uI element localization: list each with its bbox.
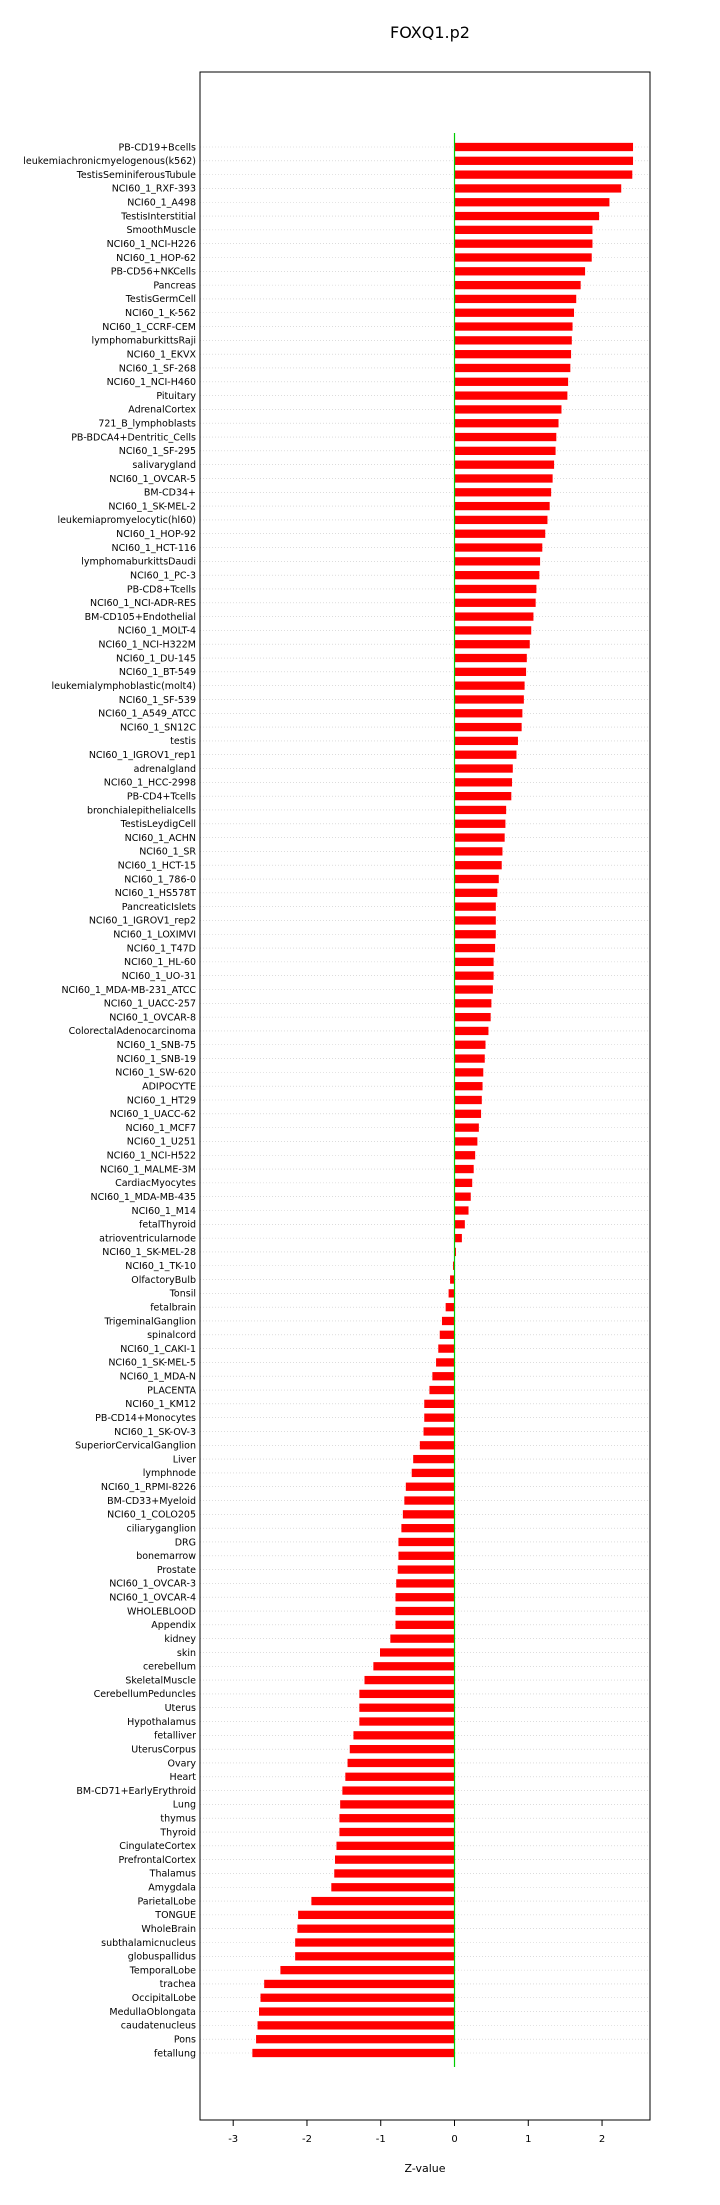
- category-label: NCI60_1_BT-549: [118, 667, 196, 679]
- bar: [455, 433, 557, 441]
- category-label: NCI60_1_SF-268: [118, 363, 196, 375]
- bar: [455, 474, 553, 482]
- bar: [259, 2007, 454, 2015]
- bar: [455, 1054, 485, 1062]
- category-label: Lung: [172, 1799, 196, 1811]
- category-label: NCI60_1_MDA-MB-231_ATCC: [61, 984, 196, 996]
- category-label: NCI60_1_A549_ATCC: [98, 708, 196, 720]
- bar: [455, 1027, 489, 1035]
- bar: [455, 599, 536, 607]
- bar: [295, 1952, 454, 1960]
- bar: [455, 833, 505, 841]
- category-label: NCI60_1_786-0: [124, 874, 196, 886]
- category-label: Pancreas: [153, 280, 196, 292]
- bar: [455, 985, 493, 993]
- bar: [455, 640, 530, 648]
- bar: [455, 240, 593, 248]
- category-label: NCI60_1_NCI-H322M: [98, 639, 196, 651]
- category-label: TemporalLobe: [129, 1965, 196, 1977]
- bar: [339, 1828, 454, 1836]
- bar: [359, 1704, 454, 1712]
- bar: [390, 1635, 454, 1643]
- category-label: WholeBrain: [141, 1923, 196, 1935]
- bar: [455, 778, 513, 786]
- category-label: NCI60_1_MDA-MB-435: [90, 1191, 196, 1203]
- category-label: NCI60_1_OVCAR-8: [109, 1012, 196, 1024]
- category-label: ADIPOCYTE: [142, 1081, 196, 1093]
- category-label: PB-CD56+NKCells: [110, 266, 196, 278]
- bar: [455, 1041, 486, 1049]
- bar: [335, 1855, 455, 1863]
- category-label: NCI60_1_HL-60: [124, 957, 196, 969]
- bar: [398, 1565, 455, 1573]
- category-label: BM-CD105+Endothelial: [84, 611, 196, 623]
- bar: [455, 820, 506, 828]
- category-label: PB-CD8+Tcells: [126, 584, 196, 596]
- bar: [449, 1289, 455, 1297]
- category-label: NCI60_1_IGROV1_rep1: [88, 750, 196, 762]
- category-label: NCI60_1_UO-31: [121, 970, 196, 982]
- bar: [455, 806, 507, 814]
- category-label: TestisSeminiferousTubule: [76, 169, 196, 181]
- category-label: CardiacMyocytes: [115, 1178, 196, 1190]
- bar: [455, 322, 573, 330]
- bar: [455, 157, 634, 165]
- bar: [455, 419, 559, 427]
- bar: [359, 1690, 454, 1698]
- category-label: bronchialepithelialcells: [86, 805, 196, 817]
- bar: [455, 944, 496, 952]
- category-label: NCI60_1_HCC-2998: [103, 777, 196, 789]
- bar: [396, 1579, 454, 1587]
- category-label: Thalamus: [149, 1868, 196, 1880]
- category-label: NCI60_1_SNB-19: [116, 1053, 196, 1065]
- category-label: Thyroid: [160, 1827, 196, 1839]
- category-label: kidney: [164, 1633, 196, 1645]
- bar: [252, 2049, 454, 2057]
- bar: [424, 1427, 455, 1435]
- bar: [412, 1469, 455, 1477]
- x-tick-label: 2: [598, 2134, 606, 2145]
- bar: [404, 1496, 454, 1504]
- category-label: skin: [176, 1647, 196, 1659]
- bar: [450, 1275, 454, 1283]
- category-label: fetalliver: [153, 1730, 196, 1742]
- category-label: Pons: [173, 2034, 196, 2046]
- category-label: MedullaOblongata: [109, 2006, 196, 2018]
- category-label: NCI60_1_DU-145: [115, 653, 196, 665]
- category-label: NCI60_1_T47D: [126, 943, 196, 955]
- category-label: atrioventricularnode: [99, 1233, 196, 1245]
- category-label: SkeletalMuscle: [125, 1675, 196, 1687]
- bar: [455, 502, 550, 510]
- category-label: NCI60_1_SF-539: [118, 694, 196, 706]
- x-tick-label: -2: [301, 2134, 312, 2145]
- category-label: PB-CD19+Bcells: [118, 142, 196, 154]
- category-label: NCI60_1_HOP-92: [116, 529, 196, 541]
- bar: [455, 1165, 474, 1173]
- bar: [455, 668, 527, 676]
- bar: [455, 930, 496, 938]
- bar: [348, 1759, 455, 1767]
- bar: [432, 1372, 454, 1380]
- category-label: NCI60_1_TK-10: [125, 1261, 196, 1273]
- bar: [455, 143, 634, 151]
- bar: [413, 1455, 454, 1463]
- bar: [295, 1938, 454, 1946]
- bar: [334, 1869, 454, 1877]
- category-label: SmoothMuscle: [126, 225, 196, 237]
- category-label: PancreaticIslets: [121, 901, 196, 913]
- bar: [395, 1593, 454, 1601]
- x-tick-label: 0: [451, 2134, 458, 2145]
- category-label: PLACENTA: [147, 1385, 196, 1397]
- category-label: Liver: [172, 1454, 196, 1466]
- bar: [455, 1220, 465, 1228]
- category-label: NCI60_1_SN12C: [119, 722, 196, 734]
- bar: [280, 1966, 454, 1974]
- category-label: CingulateCortex: [119, 1841, 196, 1853]
- bar: [446, 1303, 455, 1311]
- bar: [424, 1414, 454, 1422]
- category-label: Uterus: [164, 1703, 196, 1715]
- bar: [455, 184, 622, 192]
- category-label: lymphomaburkittsRaji: [91, 335, 196, 347]
- bar: [455, 1068, 484, 1076]
- bar: [455, 889, 498, 897]
- category-label: UterusCorpus: [131, 1744, 196, 1756]
- bar: [455, 364, 571, 372]
- category-label: cerebellum: [142, 1661, 196, 1673]
- bar: [455, 958, 494, 966]
- category-label: fetalThyroid: [139, 1219, 196, 1231]
- category-label: NCI60_1_OVCAR-5: [109, 473, 196, 485]
- category-label: bonemarrow: [136, 1551, 196, 1563]
- category-label: globuspallidus: [127, 1951, 196, 1963]
- bar: [455, 916, 496, 924]
- category-label: salivarygland: [132, 459, 196, 471]
- bar: [455, 350, 572, 358]
- bar: [359, 1717, 454, 1725]
- category-label: SuperiorCervicalGanglion: [75, 1440, 196, 1452]
- category-label: NCI60_1_SF-295: [118, 446, 196, 458]
- bar: [455, 295, 577, 303]
- bar: [350, 1745, 455, 1753]
- bar: [455, 405, 562, 413]
- bar: [455, 972, 494, 980]
- category-label: NCI60_1_COLO205: [107, 1509, 196, 1521]
- category-label: 721_B_lymphoblasts: [98, 418, 196, 430]
- bar: [455, 488, 552, 496]
- bar: [455, 530, 546, 538]
- category-label: caudatenucleus: [120, 2020, 196, 2032]
- bar: [455, 682, 525, 690]
- bar: [365, 1676, 455, 1684]
- bar: [256, 2035, 454, 2043]
- bar: [455, 170, 633, 178]
- bar: [455, 626, 532, 634]
- bar: [455, 792, 512, 800]
- plot-frame: [200, 72, 650, 2120]
- bar: [455, 585, 537, 593]
- category-label: BM-CD34+: [143, 487, 196, 499]
- category-label: PrefrontalCortex: [118, 1854, 196, 1866]
- bar: [455, 543, 543, 551]
- bar: [429, 1386, 454, 1394]
- category-label: NCI60_1_OVCAR-3: [109, 1578, 196, 1590]
- category-label: NCI60_1_U251: [126, 1136, 196, 1148]
- category-label: NCI60_1_NCI-ADR-RES: [89, 598, 196, 610]
- bar: [440, 1331, 455, 1339]
- bar: [455, 1123, 479, 1131]
- category-label: OccipitalLobe: [131, 1993, 196, 2005]
- category-label: NCI60_1_RPMI-8226: [100, 1482, 196, 1494]
- bar: [455, 557, 541, 565]
- category-label: NCI60_1_SW-620: [115, 1067, 196, 1079]
- category-label: TestisGermCell: [125, 294, 196, 306]
- category-label: lymphnode: [142, 1468, 196, 1480]
- category-label: NCI60_1_MDA-N: [119, 1371, 196, 1383]
- category-label: NCI60_1_HT29: [126, 1095, 196, 1107]
- x-axis-label: Z-value: [404, 2162, 446, 2175]
- category-label: ParietalLobe: [137, 1896, 196, 1908]
- bar: [455, 391, 568, 399]
- category-label: NCI60_1_K-562: [125, 308, 196, 320]
- category-label: NCI60_1_RXF-393: [111, 183, 196, 195]
- category-label: TONGUE: [155, 1910, 196, 1922]
- category-label: NCI60_1_NCI-H460: [106, 377, 196, 389]
- category-label: Prostate: [156, 1564, 196, 1576]
- category-label: Amygdala: [148, 1882, 196, 1894]
- bar: [455, 875, 499, 883]
- bar: [345, 1773, 454, 1781]
- bar: [339, 1814, 454, 1822]
- bar: [455, 1234, 462, 1242]
- x-tick-label: -3: [228, 2134, 239, 2145]
- category-label: lymphomaburkittsDaudi: [81, 556, 196, 568]
- bar: [403, 1510, 455, 1518]
- bar: [455, 516, 548, 524]
- bar: [258, 2021, 455, 2029]
- bar: [455, 861, 502, 869]
- bar: [455, 571, 540, 579]
- category-label: NCI60_1_IGROV1_rep2: [88, 915, 196, 927]
- bar: [455, 654, 527, 662]
- bar: [442, 1317, 455, 1325]
- category-label: CerebellumPeduncles: [93, 1689, 196, 1701]
- category-label: NCI60_1_SK-OV-3: [114, 1426, 196, 1438]
- bar: [331, 1883, 454, 1891]
- bar: [398, 1552, 454, 1560]
- bar: [336, 1842, 454, 1850]
- category-labels: [23, 142, 196, 2059]
- x-axis-ticks: [228, 2120, 605, 2145]
- bar: [455, 695, 524, 703]
- bar: [455, 1179, 473, 1187]
- category-label: NCI60_1_ACHN: [124, 832, 196, 844]
- category-label: NCI60_1_OVCAR-4: [109, 1592, 196, 1604]
- bar: [455, 612, 534, 620]
- bar: [395, 1621, 454, 1629]
- bar: [424, 1400, 454, 1408]
- category-label: NCI60_1_HCT-116: [111, 542, 196, 554]
- category-label: fetalbrain: [150, 1302, 196, 1314]
- category-label: OlfactoryBulb: [131, 1274, 196, 1286]
- category-label: NCI60_1_HS578T: [114, 888, 196, 900]
- bar: [455, 1082, 483, 1090]
- bar: [455, 226, 593, 234]
- bar: [455, 1206, 469, 1214]
- bar: [455, 999, 492, 1007]
- category-label: leukemiapromyelocytic(hl60): [57, 515, 196, 527]
- category-label: Pituitary: [156, 390, 196, 402]
- category-label: NCI60_1_SK-MEL-2: [108, 501, 196, 513]
- bar: [373, 1662, 454, 1670]
- category-label: PB-CD4+Tcells: [126, 791, 196, 803]
- category-label: NCI60_1_SNB-75: [116, 1040, 196, 1052]
- category-label: NCI60_1_HCT-15: [117, 860, 196, 872]
- bar: [420, 1441, 455, 1449]
- bar: [455, 1151, 476, 1159]
- bar: [455, 212, 600, 220]
- category-label: TrigeminalGanglion: [104, 1316, 196, 1328]
- category-label: AdrenalCortex: [128, 404, 196, 416]
- category-label: spinalcord: [147, 1330, 196, 1342]
- category-label: DRG: [174, 1537, 196, 1549]
- category-label: NCI60_1_SK-MEL-28: [102, 1247, 196, 1259]
- category-label: adrenalgland: [133, 763, 196, 775]
- bar: [438, 1344, 454, 1352]
- category-label: leukemialymphoblastic(molt4): [51, 680, 196, 692]
- bar: [342, 1786, 454, 1794]
- category-label: NCI60_1_NCI-H522: [106, 1150, 196, 1162]
- bar: [353, 1731, 454, 1739]
- category-label: NCI60_1_SK-MEL-5: [108, 1357, 196, 1369]
- bar: [455, 1137, 478, 1145]
- x-tick-label: 1: [525, 2134, 532, 2145]
- bar: [406, 1483, 455, 1491]
- category-label: BM-CD33+Myeloid: [107, 1495, 196, 1507]
- bar: [455, 1096, 482, 1104]
- category-label: Heart: [169, 1772, 196, 1784]
- bar: [401, 1524, 454, 1532]
- category-label: NCI60_1_MOLT-4: [117, 625, 196, 637]
- category-label: NCI60_1_PC-3: [129, 570, 196, 582]
- bar: [455, 309, 575, 317]
- bar: [395, 1607, 454, 1615]
- bar: [455, 764, 513, 772]
- category-label: PB-CD14+Monocytes: [95, 1412, 196, 1424]
- category-label: TestisLeydigCell: [120, 819, 196, 831]
- bar: [298, 1911, 454, 1919]
- bar: [264, 1980, 454, 1988]
- bar: [297, 1925, 454, 1933]
- bar: [311, 1897, 454, 1905]
- bar: [455, 751, 517, 759]
- bar: [455, 378, 569, 386]
- bar: [455, 709, 523, 717]
- bar: [260, 1994, 454, 2002]
- category-label: Appendix: [151, 1620, 196, 1632]
- category-label: Hypothalamus: [127, 1716, 196, 1728]
- chart-title: FOXQ1.p2: [390, 23, 470, 42]
- category-label: leukemiachronicmyelogenous(k562): [23, 156, 196, 168]
- bar: [455, 1110, 482, 1118]
- category-label: NCI60_1_MALME-3M: [99, 1164, 196, 1176]
- category-label: ColorectalAdenocarcinoma: [68, 1026, 196, 1038]
- bar: [340, 1800, 454, 1808]
- bar: [455, 447, 556, 455]
- bar: [455, 461, 555, 469]
- x-tick-label: -1: [375, 2134, 386, 2145]
- category-label: NCI60_1_A498: [127, 197, 196, 209]
- category-label: Tonsil: [169, 1288, 196, 1300]
- category-label: NCI60_1_SR: [139, 846, 196, 858]
- category-label: BM-CD71+EarlyErythroid: [76, 1785, 196, 1797]
- bar: [455, 1013, 491, 1021]
- category-label: thymus: [160, 1813, 196, 1825]
- category-label: testis: [170, 736, 196, 748]
- category-label: NCI60_1_HOP-62: [116, 252, 196, 264]
- category-label: ciliaryganglion: [126, 1523, 196, 1535]
- bar: [455, 336, 572, 344]
- bar: [455, 267, 586, 275]
- bar: [455, 902, 496, 910]
- bar: [436, 1358, 454, 1366]
- category-label: NCI60_1_UACC-62: [109, 1109, 196, 1121]
- category-label: subthalamicnucleus: [101, 1937, 196, 1949]
- category-label: NCI60_1_LOXIMVI: [113, 929, 196, 941]
- category-label: TestisInterstitial: [121, 211, 196, 223]
- bar: [380, 1648, 455, 1656]
- bar: [455, 847, 503, 855]
- bar: [455, 737, 518, 745]
- category-label: NCI60_1_NCI-H226: [106, 238, 196, 250]
- category-label: NCI60_1_KM12: [125, 1399, 196, 1411]
- category-label: trachea: [159, 1979, 196, 1991]
- bar: [455, 723, 522, 731]
- category-label: fetallung: [153, 2048, 196, 2060]
- category-label: NCI60_1_M14: [131, 1205, 196, 1217]
- bar: [455, 1193, 471, 1201]
- bar: [455, 253, 592, 261]
- category-label: NCI60_1_CCRF-CEM: [102, 321, 196, 333]
- category-label: NCI60_1_UACC-257: [103, 998, 196, 1010]
- bar: [455, 198, 610, 206]
- category-label: Ovary: [167, 1758, 196, 1770]
- category-label: NCI60_1_MCF7: [125, 1122, 196, 1134]
- category-label: WHOLEBLOOD: [126, 1606, 196, 1618]
- category-label: NCI60_1_EKVX: [126, 349, 196, 361]
- category-label: NCI60_1_CAKI-1: [120, 1343, 196, 1355]
- bar: [398, 1538, 454, 1546]
- bar: [455, 281, 581, 289]
- category-label: PB-BDCA4+Dentritic_Cells: [71, 432, 196, 444]
